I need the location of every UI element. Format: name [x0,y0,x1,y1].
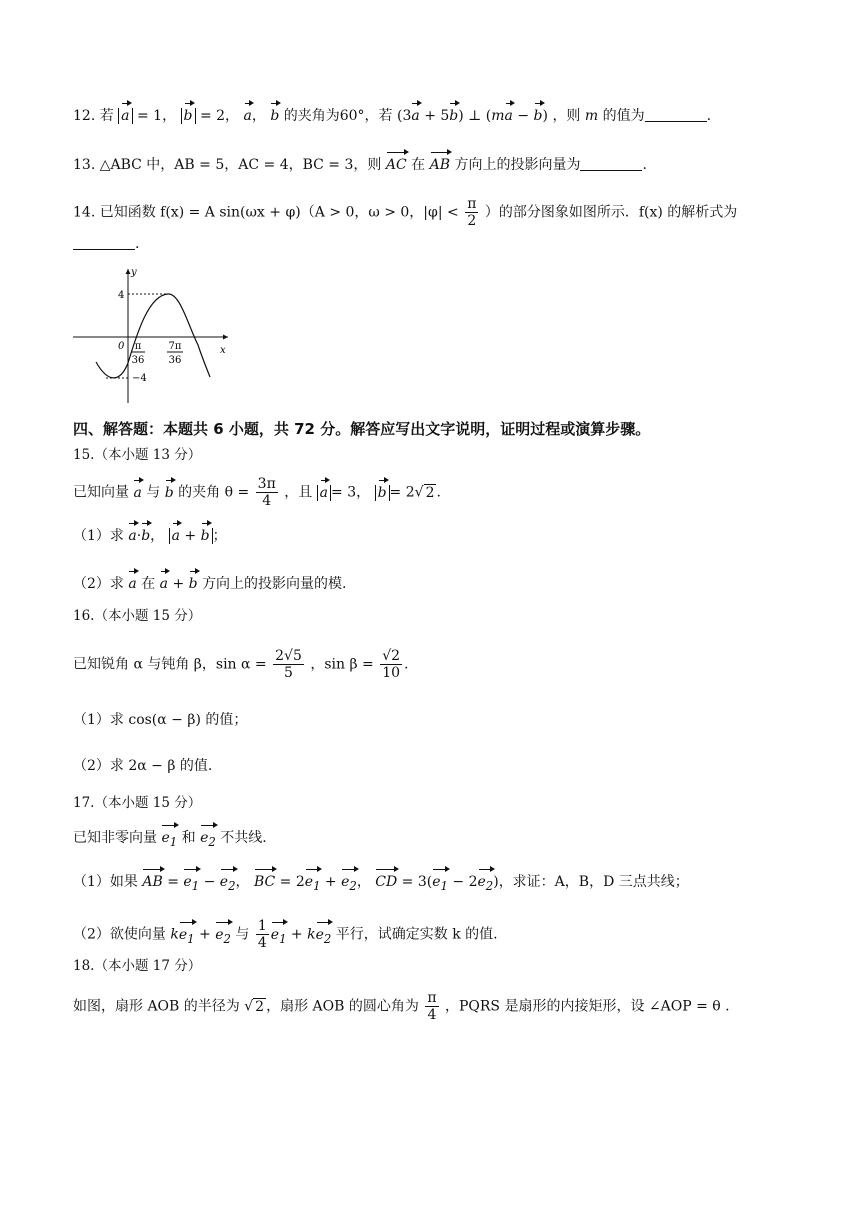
text: （1）如果 [73,874,138,890]
y-max-label: 4 [118,290,125,301]
text: . [404,656,409,673]
text: 的夹角为60°，若 [283,108,393,124]
text: 的值为 [602,108,645,124]
text: ，PQRS 是扇形的内接矩形，设 ∠AOP = θ . [444,998,730,1015]
fraction-pi-4: $\frac{\pi}{4}$ [427,990,437,1023]
question-14 [73,196,737,229]
tick-2-den: 36 [168,355,182,366]
question-17-part-1: （1）如果 AB = $e_1 - e_2$， BC = $2e_1 + e_2$， CD = $3(e_1 - 2e_2)$，求证：A，B，D 三点共线； [73,872,689,896]
text: = 2 [389,484,415,501]
vec-a: a [243,108,252,124]
text: ，且 [284,484,313,501]
text: 如图，扇形 AOB 的半径为 [73,998,240,1015]
text: 在 [411,157,426,173]
text: 与 [146,484,161,501]
tick-1-den: 36 [131,355,145,366]
text: = 2， [199,108,240,124]
y-axis-label: y [131,267,137,278]
question-17-stem: 已知非零向量 $e_1$ 和 $e_2$ 不共线. [73,828,267,852]
sqrt: 2 [425,484,435,501]
text: 已知非零向量 [73,830,157,846]
question-16-part-2: （2）求 2α − β 的值. [73,758,213,774]
vec-ab: AB [429,157,450,173]
question-18-stem: 如图，扇形 AOB 的半径为 √ 2 ，扇形 AOB 的圆心角为 $\frac{\pi}{4}$ ，PQRS 是扇形的内接矩形，设 ∠AOP = θ . [73,990,730,1023]
question-12: 12. 若 a = 1， b = 2， a， b 的夹角为60°，若 (3a + 5b) ⊥ (ma − b) ，则 m 的值为 . [73,108,712,124]
question-18-header: 18.（本小题 17 分） [73,958,202,974]
tick-2-num: 7π [168,341,182,352]
text: . [135,236,140,252]
x-axis-label: x [220,345,226,356]
text: ）的部分图象如图所示．f(x) 的解析式为 [484,204,738,221]
question-17-header: 17.（本小题 15 分） [73,795,202,811]
text: 方向上的投影向量为 [454,157,581,173]
question-number: 14. [73,204,96,221]
text: . [706,108,712,124]
text: 若 [99,108,114,124]
text: 的夹角 θ = [178,484,250,501]
text: ，sin β = [310,656,374,673]
text: 和 [181,830,196,846]
vec-b: b [270,108,280,124]
tick-1-num: π [134,341,142,352]
question-14-answer [73,234,139,254]
abs-a: a [118,108,132,124]
question-number: 12. [73,108,96,124]
abs-b: b [181,108,196,124]
text: 已知函数 f(x) = A sin(ωx + φ)（A > 0，ω > 0，|φ| < [99,204,459,221]
text: ， [235,874,250,890]
text: （2）求 [73,576,124,592]
text: ； [212,528,227,544]
text: 已知向量 [73,484,129,501]
text: ， [251,108,266,124]
question-13 [73,155,647,175]
text: △ABC 中，AB = 5，AC = 4，BC = 3，则 [99,157,382,173]
question-number: 13. [73,157,96,173]
fraction-2sqrt5-5: $\frac{2√5}{5}$ [275,648,302,681]
sqrt: 2 [255,998,265,1015]
sine-curve [96,294,210,378]
text: ， [150,528,165,544]
question-15-stem: 已知向量 a 与 b 的夹角 θ = $\frac{3\pi}{4}$ ，且 a = 3， b = 2√ 2 . [73,476,441,509]
question-15-part-2: （2）求 a 在 a + b 方向上的投影向量的模. [73,576,347,592]
text: 与 [235,926,250,943]
text: . [642,157,647,173]
section-heading: 四、解答题：本题共 6 小题，共 72 分。解答应写出文字说明，证明过程或演算步骤。 [73,420,651,438]
question-15-header: 15.（本小题 13 分） [73,447,202,463]
origin-label: 0 [118,341,125,352]
text: ，则 [552,108,581,124]
condition: (3a + 5b) ⊥ (ma − b) [397,108,548,124]
answer-blank[interactable] [645,107,707,122]
text: ， [356,874,371,890]
question-15-part-1: （1）求 a·b， a + b ； [73,528,227,544]
y-min-label: −4 [132,373,147,384]
text: 在 [141,576,156,592]
question-16-part-1: （1）求 cos(α − β) 的值； [73,712,248,728]
text: ，扇形 AOB 的圆心角为 [266,998,419,1015]
fraction-pi-2: $\frac{\pi}{2}$ [467,196,477,229]
text: （2）欲使向量 [73,926,166,943]
fraction-1-4: $\frac{1}{4}$ [257,918,267,951]
sine-graph [68,265,243,405]
text: = 3， [331,484,371,501]
vec-ac: AC [385,157,407,173]
text: 已知锐角 α 与钝角 β，sin α = [73,656,267,673]
question-17-part-2: （2）欲使向量 $ke_1 + e_2$ 与 $\frac{1}{4}$ $e_1 + ke_2$ 平行，试确定实数 k 的值. [73,918,498,951]
fraction-3pi-4: $\frac{3\pi}{4}$ [257,476,276,509]
text: . [436,484,441,501]
text: 平行，试确定实数 k 的值. [335,926,498,943]
answer-blank[interactable] [580,156,642,171]
answer-blank[interactable] [73,235,135,250]
question-16-header: 16.（本小题 15 分） [73,608,202,624]
text: 不共线. [220,830,267,846]
question-16-stem [73,648,408,681]
text: 方向上的投影向量的模. [202,576,347,592]
text: ，求证：A，B，D 三点共线； [498,874,689,890]
text: = 1， [136,108,177,124]
fraction-sqrt2-10: $\frac{√2}{10}$ [382,648,401,681]
text: （1）求 [73,528,124,544]
